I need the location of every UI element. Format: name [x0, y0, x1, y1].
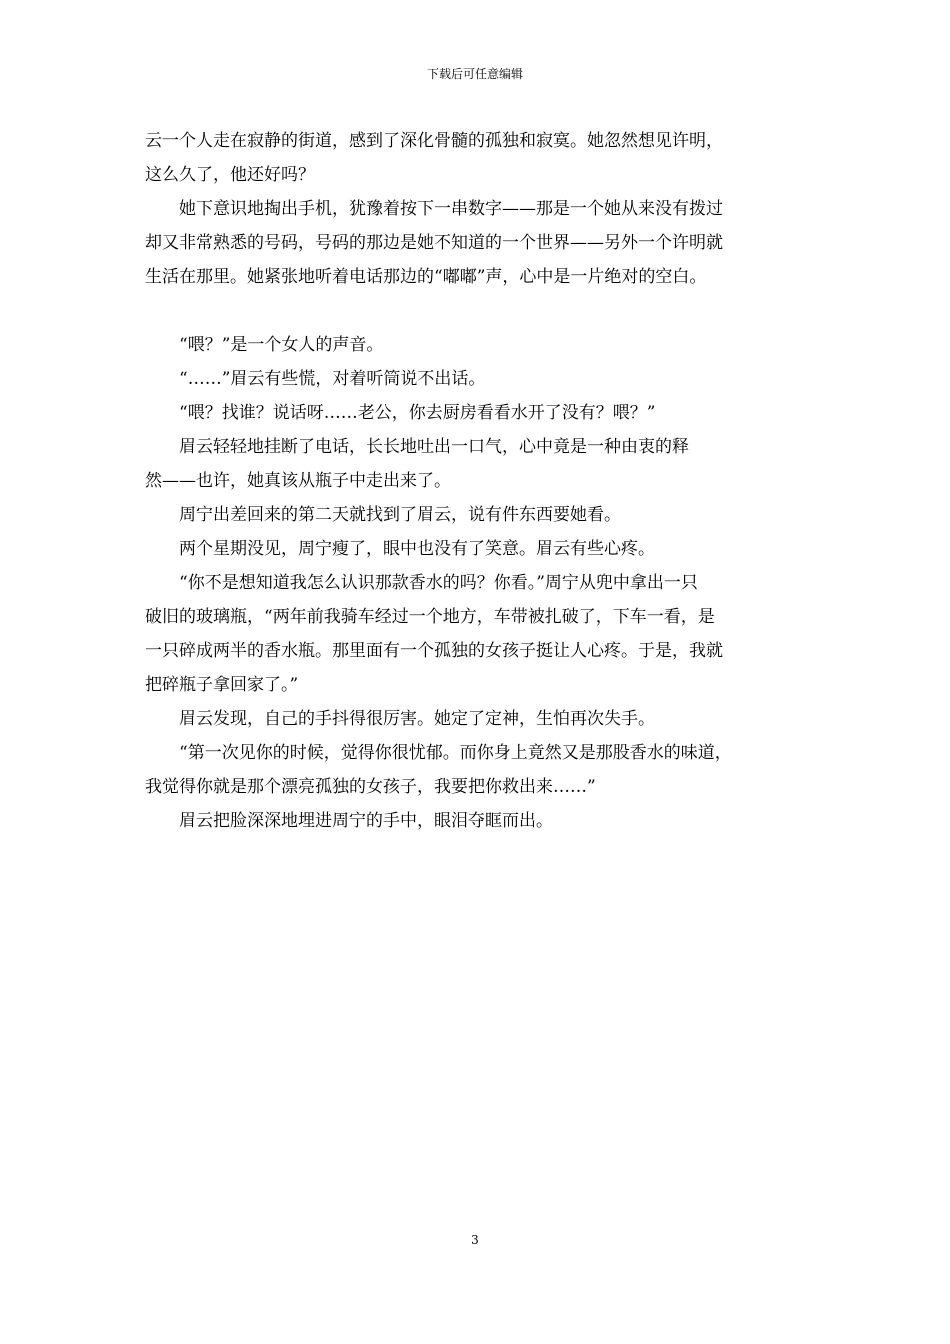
text-line: “喂？找谁？说话呀……老公，你去厨房看看水开了没有？喂？” [145, 403, 656, 423]
text-line: 眉云轻轻地挂断了电话，长长地吐出一口气，心中竟是一种由衷的释 [145, 437, 689, 457]
text-line: “你不是想知道我怎么认识那款香水的吗？你看。”周宁从兜中拿出一只 [145, 573, 698, 593]
text-line: 把碎瓶子拿回家了。” [145, 675, 299, 695]
text-line: 眉云把脸深深地埋进周宁的手中，眼泪夺眶而出。 [145, 811, 553, 831]
paragraph-1 [145, 124, 809, 192]
text-line: 却又非常熟悉的号码，号码的那边是她不知道的一个世界——另外一个许明就 [145, 233, 723, 253]
paragraph-7 [145, 498, 809, 532]
text-line: 云一个人走在寂静的街道，感到了深化骨髓的孤独和寂寞。她忽然想见许明， [145, 131, 723, 151]
text-line: 破旧的玻璃瓶，“两年前我骑车经过一个地方，车带被扎破了，下车一看，是 [145, 607, 715, 627]
text-line: “第一次见你的时候，觉得你很忧郁。而你身上竟然又是那股香水的味道， [145, 743, 732, 763]
document-body [145, 124, 809, 838]
text-line: 眉云发现，自己的手抖得很厉害。她定了定神，生怕再次失手。 [145, 709, 655, 729]
text-line: 这么久了，他还好吗？ [145, 165, 315, 185]
text-line: 生活在那里。她紧张地听着电话那边的“嘟嘟”声，心中是一片绝对的空白。 [145, 267, 707, 287]
text-line: “……”眉云有些慌，对着听筒说不出话。 [145, 369, 486, 389]
paragraph-4 [145, 362, 809, 396]
paragraph-12 [145, 804, 809, 838]
paragraph-3 [145, 328, 809, 362]
page-header: 下载后可任意编辑 [426, 67, 523, 81]
paragraph-9 [145, 566, 809, 702]
paragraph-10 [145, 702, 809, 736]
paragraph-5 [145, 396, 809, 430]
text-line: “喂？”是一个女人的声音。 [145, 335, 384, 355]
paragraph-2 [145, 192, 809, 294]
paragraph-6 [145, 430, 809, 498]
text-line: 我觉得你就是那个漂亮孤独的女孩子，我要把你救出来……” [145, 777, 596, 797]
text-line: 然——也许，她真该从瓶子中走出来了。 [145, 471, 451, 491]
text-line: 一只碎成两半的香水瓶。那里面有一个孤独的女孩子挺让人心疼。于是，我就 [145, 641, 723, 661]
text-line: 她下意识地掏出手机，犹豫着按下一串数字——那是一个她从来没有拨过 [145, 199, 723, 219]
text-line: 两个星期没见，周宁瘦了，眼中也没有了笑意。眉云有些心疼。 [145, 539, 655, 559]
text-line: 周宁出差回来的第二天就找到了眉云，说有件东西要她看。 [145, 505, 621, 525]
paragraph-8 [145, 532, 809, 566]
page-number: 3 [471, 1233, 479, 1247]
paragraph-11 [145, 736, 809, 804]
